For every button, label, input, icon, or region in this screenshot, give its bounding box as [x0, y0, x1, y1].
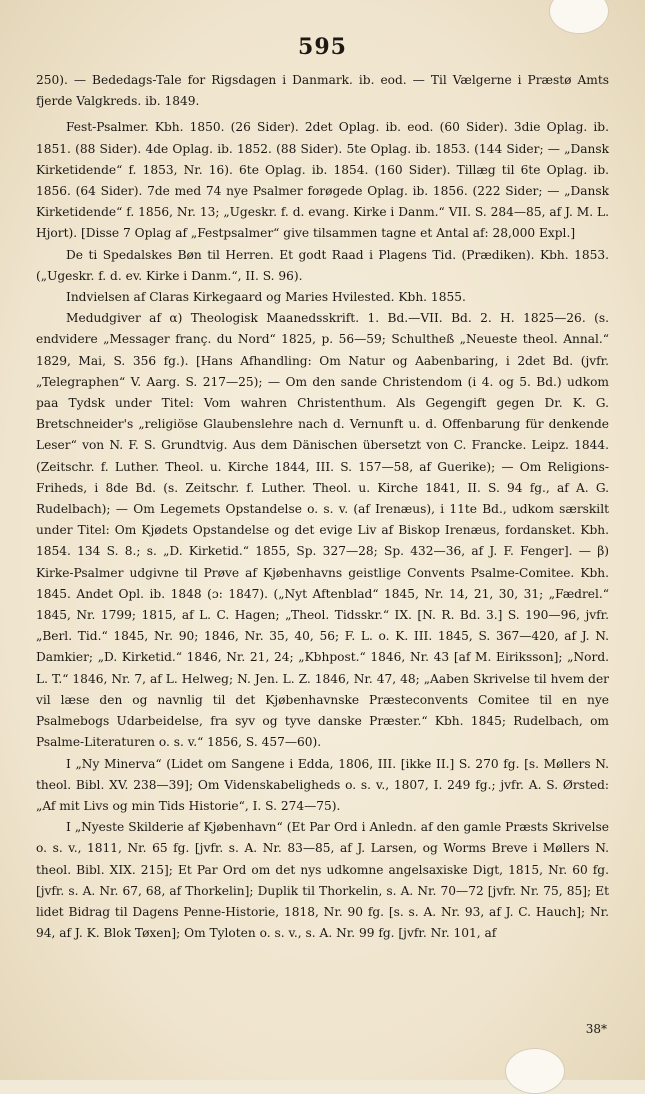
signature-mark: 38* [585, 1022, 607, 1036]
paragraph-fest-psalmer: Fest-Psalmer. Kbh. 1850. (26 Sider). 2det Oplag. ib. eod. (60 Sider). 3die Oplag. ib. 1851. (88 Sider). 4de Oplag. ib. 1852. (88 Sider). 5te Oplag. ib. 1853. (144 Sider; — „Dansk Kirketidende“ f. 1853, Nr. 16). 6te Oplag. ib. 1854. (160 Sider). Tillæg til 6te Oplag. ib. 1856. (64 Sider). 7de med 74 nye Psalmer forøgede Oplag. ib. 1856. (222 Sider; — „Dansk Kirketidende“ f. 1856, Nr. 13; „Ugeskr. f. d. evang. Kirke i Danm.“ VII. S. 284—85, af J. M. L. Hjort). [Disse 7 Oplag af „Festpsalmer“ give tilsammen tagne et Antal af: 28,000 Expl.] [36, 120, 609, 241]
page-number: 595 [298, 34, 347, 60]
paragraph-bededagstale: 250). — Bededags-Tale for Rigsdagen i Danmark. ib. eod. — Til Vælgerne i Præstø Amts fjerde Valgkreds. ib. 1849. [36, 73, 609, 109]
binding-hole-bottom [505, 1048, 565, 1094]
binding-hole-top [549, 0, 609, 34]
paragraph-nyeste-skilderie: I „Nyeste Skilderie af Kjøbenhavn“ (Et Par Ord i Anledn. af den gamle Præsts Skrivelse o. s. v., 1811, Nr. 65 fg. [jvfr. s. A. Nr. 83—85, af J. Larsen, og Worms Breve i Møllers N. theol. Bibl. XIX. 215]; Et Par Ord om det nys udkomne angelsaxiske Digt, 1815, Nr. 60 fg. [jvfr. s. A. Nr. 67, 68, af Thorkelin]; Duplik til Thorkelin, s. A. Nr. 70—72 [jvfr. Nr. 75, 85]; Et lidet Bidrag til Dagens Penne-Historie, 1818, Nr. 90 fg. [s. s. A. Nr. 93, af J. C. Hauch]; Nr. 94, af J. K. Blok Tøxen]; Om Tyloten o. s. v., s. A. Nr. 99 fg. [jvfr. Nr. 101, af [36, 820, 609, 941]
paragraph-indvielsen: Indvielsen af Claras Kirkegaard og Maries Hvilested. Kbh. 1855. [66, 290, 466, 305]
page-text [36, 70, 609, 944]
paragraph-ny-minerva: I „Ny Minerva“ (Lidet om Sangene i Edda, 1806, III. [ikke II.] S. 270 fg. [s. Møllers N. theol. Bibl. XV. 238—39]; Om Videnskabeligheds o. s. v., 1807, I. 249 fg.; jvfr. A. S. Ørsted: „Af mit Livs og min Tids Historie“, I. S. 274—75). [36, 756, 609, 813]
paragraph-spedalskes-bon: De ti Spedalskes Bøn til Herren. Et godt Raad i Plagens Tid. (Prædiken). Kbh. 1853. („Ugeskr. f. d. ev. Kirke i Danm.“, II. S. 96). [36, 247, 609, 283]
paragraph-medudgiver: Medudgiver af α) Theologisk Maanedsskrift. 1. Bd.—VII. Bd. 2. H. 1825—26. (s. endvidere „Messager franç. du Nord“ 1825, p. 56—59; Schultheß „Neueste theol. Annal.“ 1829, Mai, S. 356 fg.). [Hans Afhandling: Om Natur og Aabenbaring, i 2det Bd. (jvfr. „Telegraphen“ V. Aarg. S. 217—25); — Om den sande Christendom (i 4. og 5. Bd.) udkom paa Tydsk under Titel: Vom wahren Christenthum. Als Gegengift gegen Dr. K. G. Bretschneider's „religiöse Glaubenslehre nach d. Vernunft u. d. Offenbarung für denkende Leser“ von N. F. S. Grundtvig. Aus dem Dänischen übersetzt von C. Francke. Leipz. 1844. (Zeitschr. f. Luther. Theol. u. Kirche 1844, III. S. 157—58, af Guerike); — Om Religions-Friheds, i 8de Bd. (s. Zeitschr. f. Luther. Theol. u. Kirche 1841, II. S. 94 fg., af A. G. Rudelbach); — Om Legemets Opstandelse o. s. v. (af Irenæus), i 11te Bd., udkom særskilt under Titel: Om Kjødets Opstandelse og det evige Liv af Biskop Irenæus, fordansket. Kbh. 1854. 134 S. 8.; s. „D. Kirketid.“ 1855, Sp. 327—28; Sp. 432—36, af J. F. Fenger]. — β) Kirke-Psalmer udgivne til Prøve af Kjøbenhavns geistlige Convents Psalme-Comitee. Kbh. 1845. Andet Opl. ib. 1848 (ɔ: 1847). („Nyt Aftenblad“ 1845, Nr. 14, 21, 30, 31; „Fædrel.“ 1845, Nr. 1799; 1815, af L. C. Hagen; „Theol. Tidsskr.“ IX. [N. R. Bd. 3.] S. 190—96, jvfr. „Berl. Tid.“ 1845, Nr. 90; 1846, Nr. 35, 40, 56; F. L. o. K. III. 1845, S. 367—420, af J. N. Damkier; „D. Kirketid.“ 1846, Nr. 21, 24; „Kbhpost.“ 1846, Nr. 43 [af M. Eiriksson]; „Nord. L. T.“ 1846, Nr. 7, af L. Helweg; N. Jen. L. Z. 1846, Nr. 47, 48; „Aaben Skrivelse til hvem der vil læse den og navnlig til det Kjøbenhavnske Præsteconvents Comitee til en nye Psalmebogs Udarbeidelse, fra syv og tyve danske Præster.“ Kbh. 1845; Rudelbach, om Psalme-Literaturen o. s. v.“ 1856, S. 457—60). [36, 311, 609, 750]
